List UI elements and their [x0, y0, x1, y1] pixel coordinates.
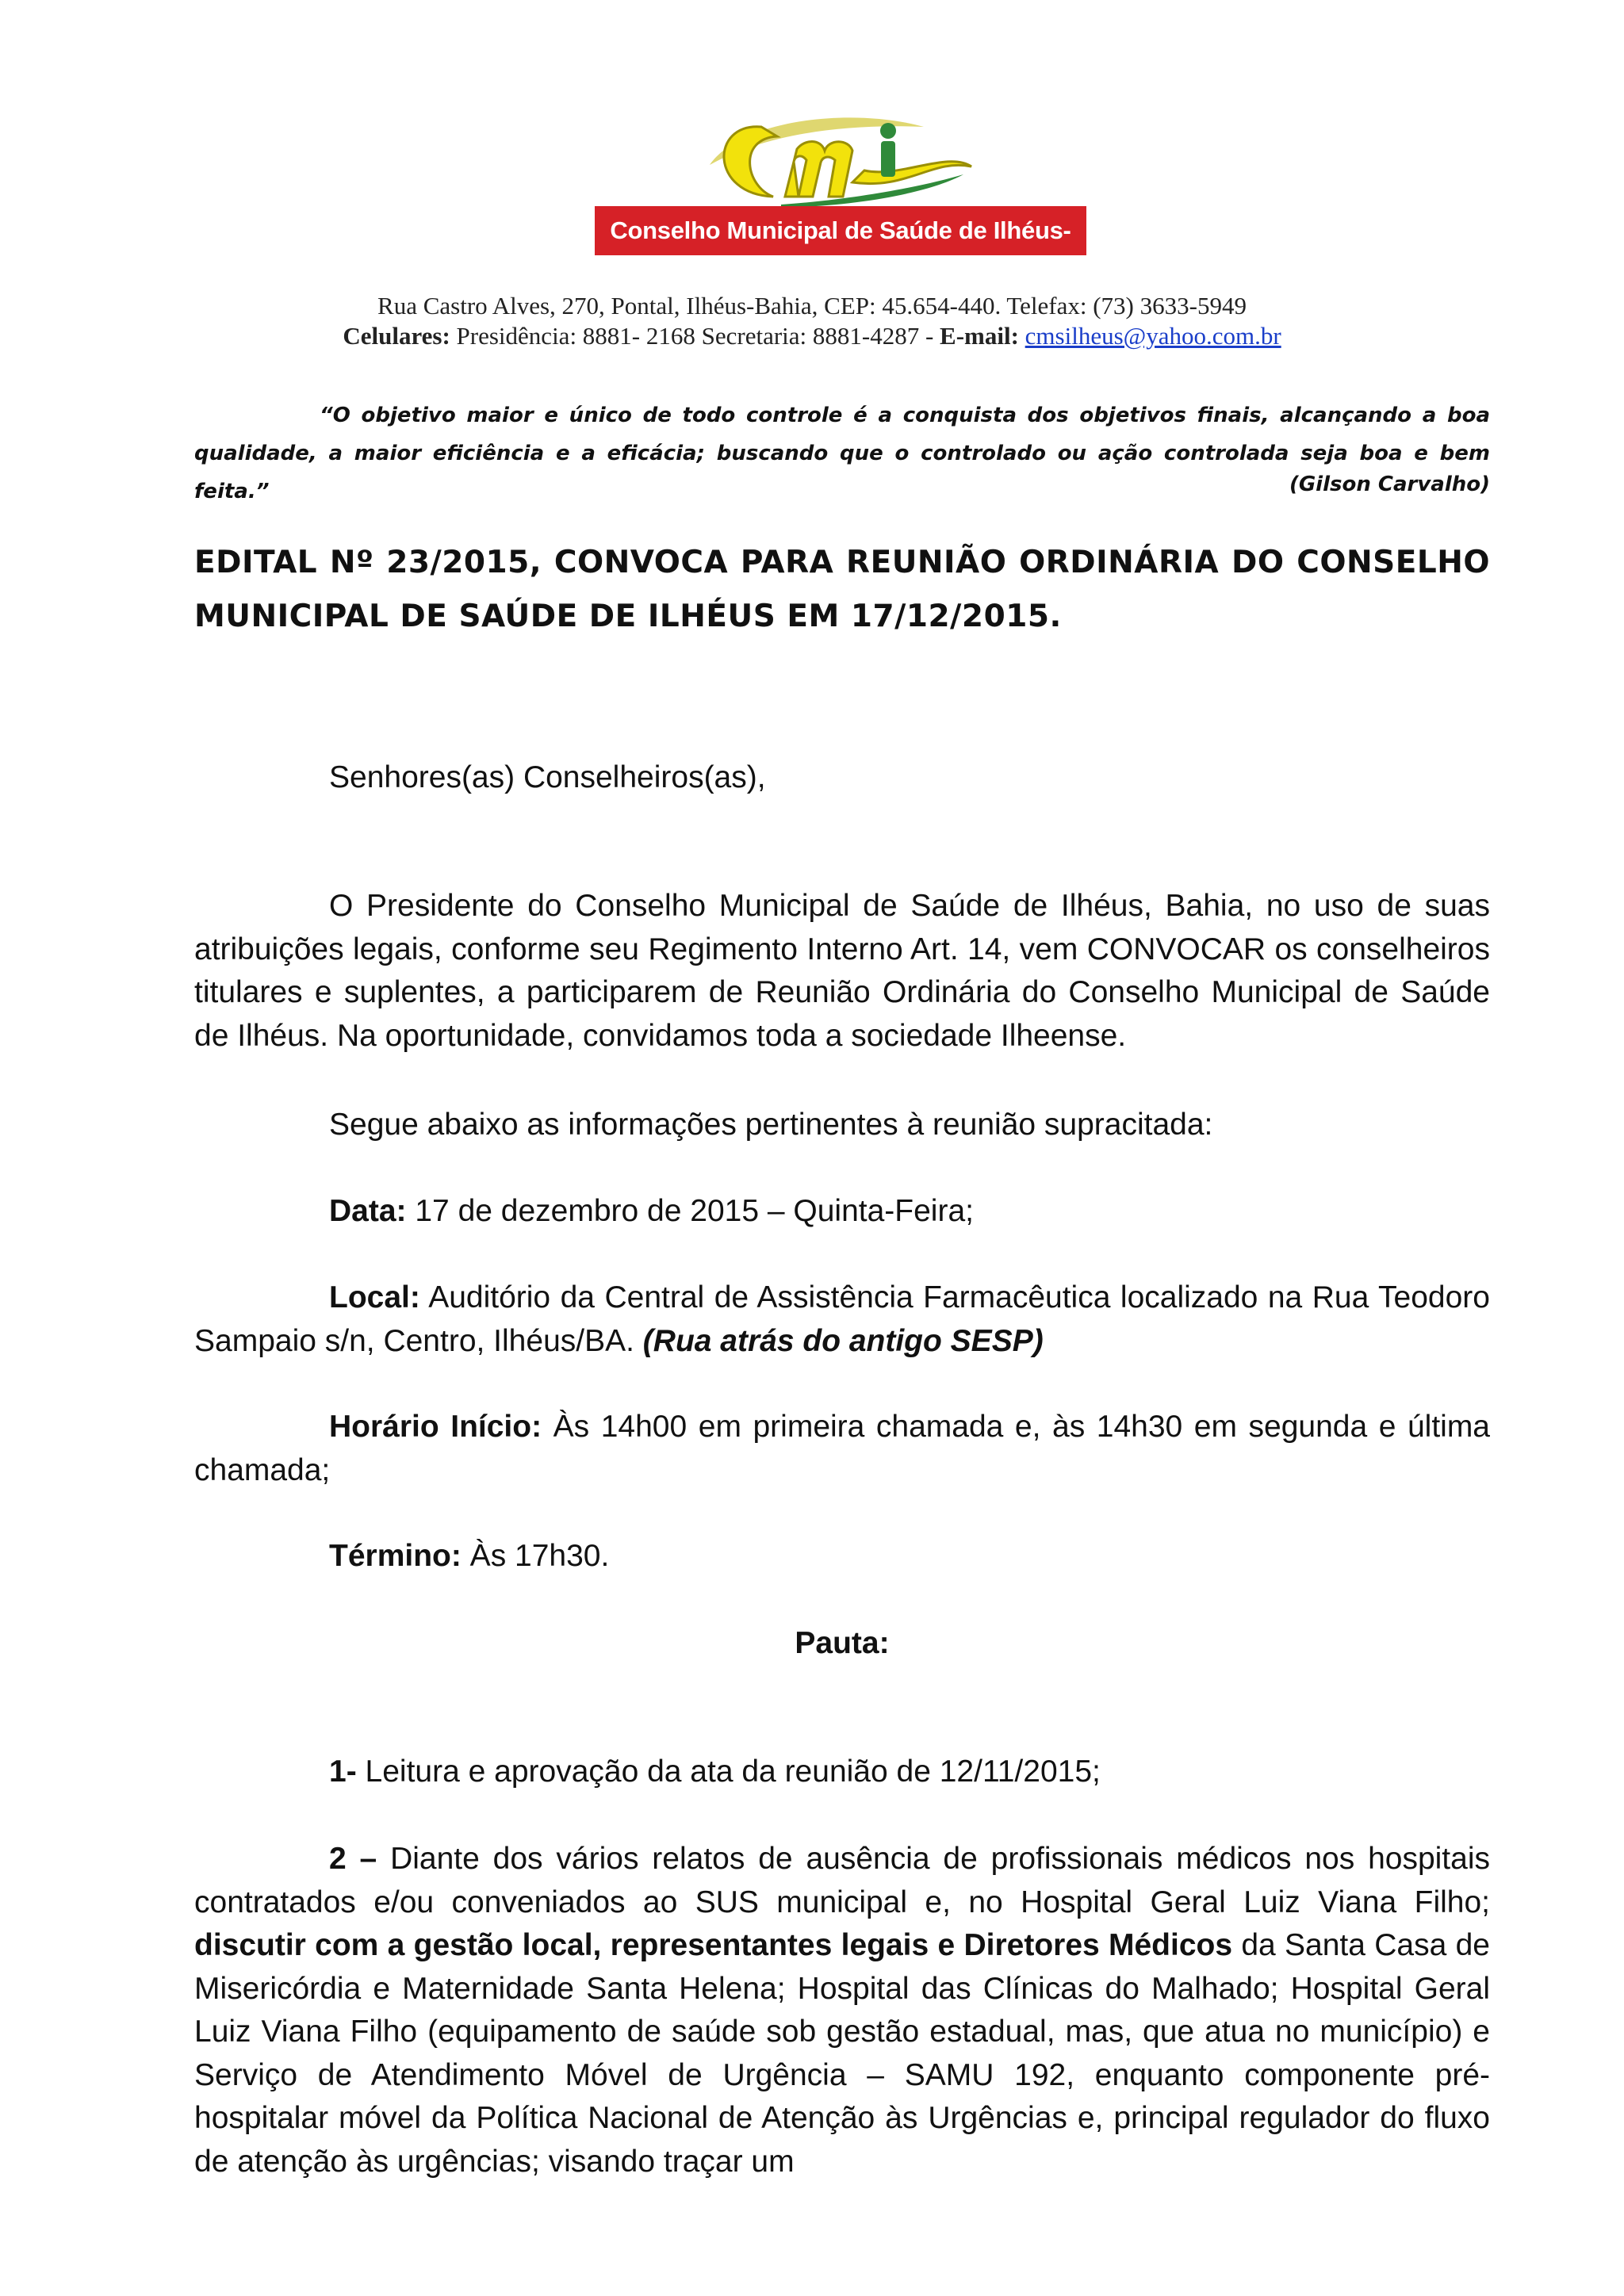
horario-value: Às 14h00 em primeira chamada e, às 14h30 em segunda e última chamada; — [194, 1410, 1491, 1487]
meeting-date — [194, 1190, 1490, 1234]
epigraph-quote: “O objetivo maior e único de todo controle é a conquista dos objetivos finais, alcançando a boa qualidade, a maior eficiência e a eficácia; buscando que o controlado ou ação controlada seja boa e bem feita.” — [194, 404, 1490, 503]
address-line: Rua Castro Alves, 270, Pontal, Ilhéus-Bahia, CEP: 45.654-440. Telefax: (73) 3633-5949 — [377, 292, 1247, 320]
date-label: Data: — [329, 1194, 407, 1228]
horario-label: Horário Início: — [329, 1410, 542, 1444]
local-label: Local: — [329, 1280, 420, 1314]
meeting-end-time — [194, 1535, 1490, 1578]
item1-text: Leitura e aprovação da ata da reunião de 12/11/2015; — [356, 1755, 1101, 1789]
email-label: E-mail: — [940, 322, 1019, 350]
info-intro: Segue abaixo as informações pertinentes à reunião supracitada: — [329, 1108, 1213, 1142]
document-title: EDITAL Nº 23/2015, CONVOCA PARA REUNIÃO ORDINÁRIA DO CONSELHO MUNICIPAL DE SAÚDE DE ILHÉUS EM 17/12/2015. — [194, 545, 1490, 634]
item2-label: 2 – — [329, 1842, 377, 1876]
local-value: Auditório da Central de Assistência Farmacêutica localizado na Rua Teodoro Sampaio s/n, Centro, Ilhéus/BA. — [194, 1280, 1490, 1358]
item1-label: 1- — [329, 1755, 357, 1789]
email-link[interactable]: cmsilheus@yahoo.com.br — [1025, 322, 1281, 350]
contact-line — [0, 322, 1624, 350]
date-value: 17 de dezembro de 2015 – Quinta-Feira; — [406, 1194, 974, 1228]
termino-value: Às 17h30. — [461, 1539, 610, 1573]
item2-text-a: Diante dos vários relatos de ausência de profissionais médicos nos hospitais contratados e/ou conveniados ao SUS municipal e, no Hospital Geral Luiz Viana Filho; — [194, 1842, 1490, 1919]
meeting-start-time — [194, 1406, 1490, 1492]
local-note: (Rua atrás do antigo SESP) — [642, 1323, 1044, 1358]
item2-text-b: da Santa Casa de Misericórdia e Maternidade Santa Helena; Hospital das Clínicas do Malhado; Hospital Geral Luiz Viana Filho (equipamento de saúde sob gestão estadual, mas, que atua no município) e Serviço de Atendimento Móvel de Urgência – SAMU 192, enquanto componente pré-hospitalar móvel da Política Nacional de Atenção às Urgências e, principal regulador do fluxo de atenção às urgências; visando traçar um — [194, 1928, 1490, 2179]
intro-paragraph: O Presidente do Conselho Municipal de Saúde de Ilhéus, Bahia, no uso de suas atribuições legais, conforme seu Regimento Interno Art. 14, vem CONVOCAR os conselheiros titulares e suplentes, a participarem de Reunião Ordinária do Conselho Municipal de Saúde de Ilhéus. Na oportunidade, convidamos toda a sociedade Ilheense. — [194, 889, 1490, 1053]
celulares-label: Celulares: — [343, 322, 450, 350]
meeting-location — [194, 1276, 1490, 1363]
logo-banner: Conselho Municipal de Saúde de Ilhéus-Bahia — [595, 206, 1086, 255]
agenda-item-1 — [194, 1751, 1490, 1794]
cms-logo-mark — [591, 103, 1090, 214]
celulares-text: Presidência: 8881- 2168 Secretaria: 8881-4287 - — [450, 322, 940, 350]
agenda-item-2 — [194, 1838, 1490, 2183]
cms-logo — [591, 103, 1090, 293]
salutation: Senhores(as) Conselheiros(as), — [329, 760, 766, 794]
agenda-title: Pauta: — [795, 1626, 890, 1660]
item2-bold: discutir com a gestão local, representantes legais e Diretores Médicos — [194, 1928, 1233, 1962]
epigraph-author: (Gilson Carvalho) — [1289, 473, 1490, 496]
termino-label: Término: — [329, 1539, 462, 1573]
